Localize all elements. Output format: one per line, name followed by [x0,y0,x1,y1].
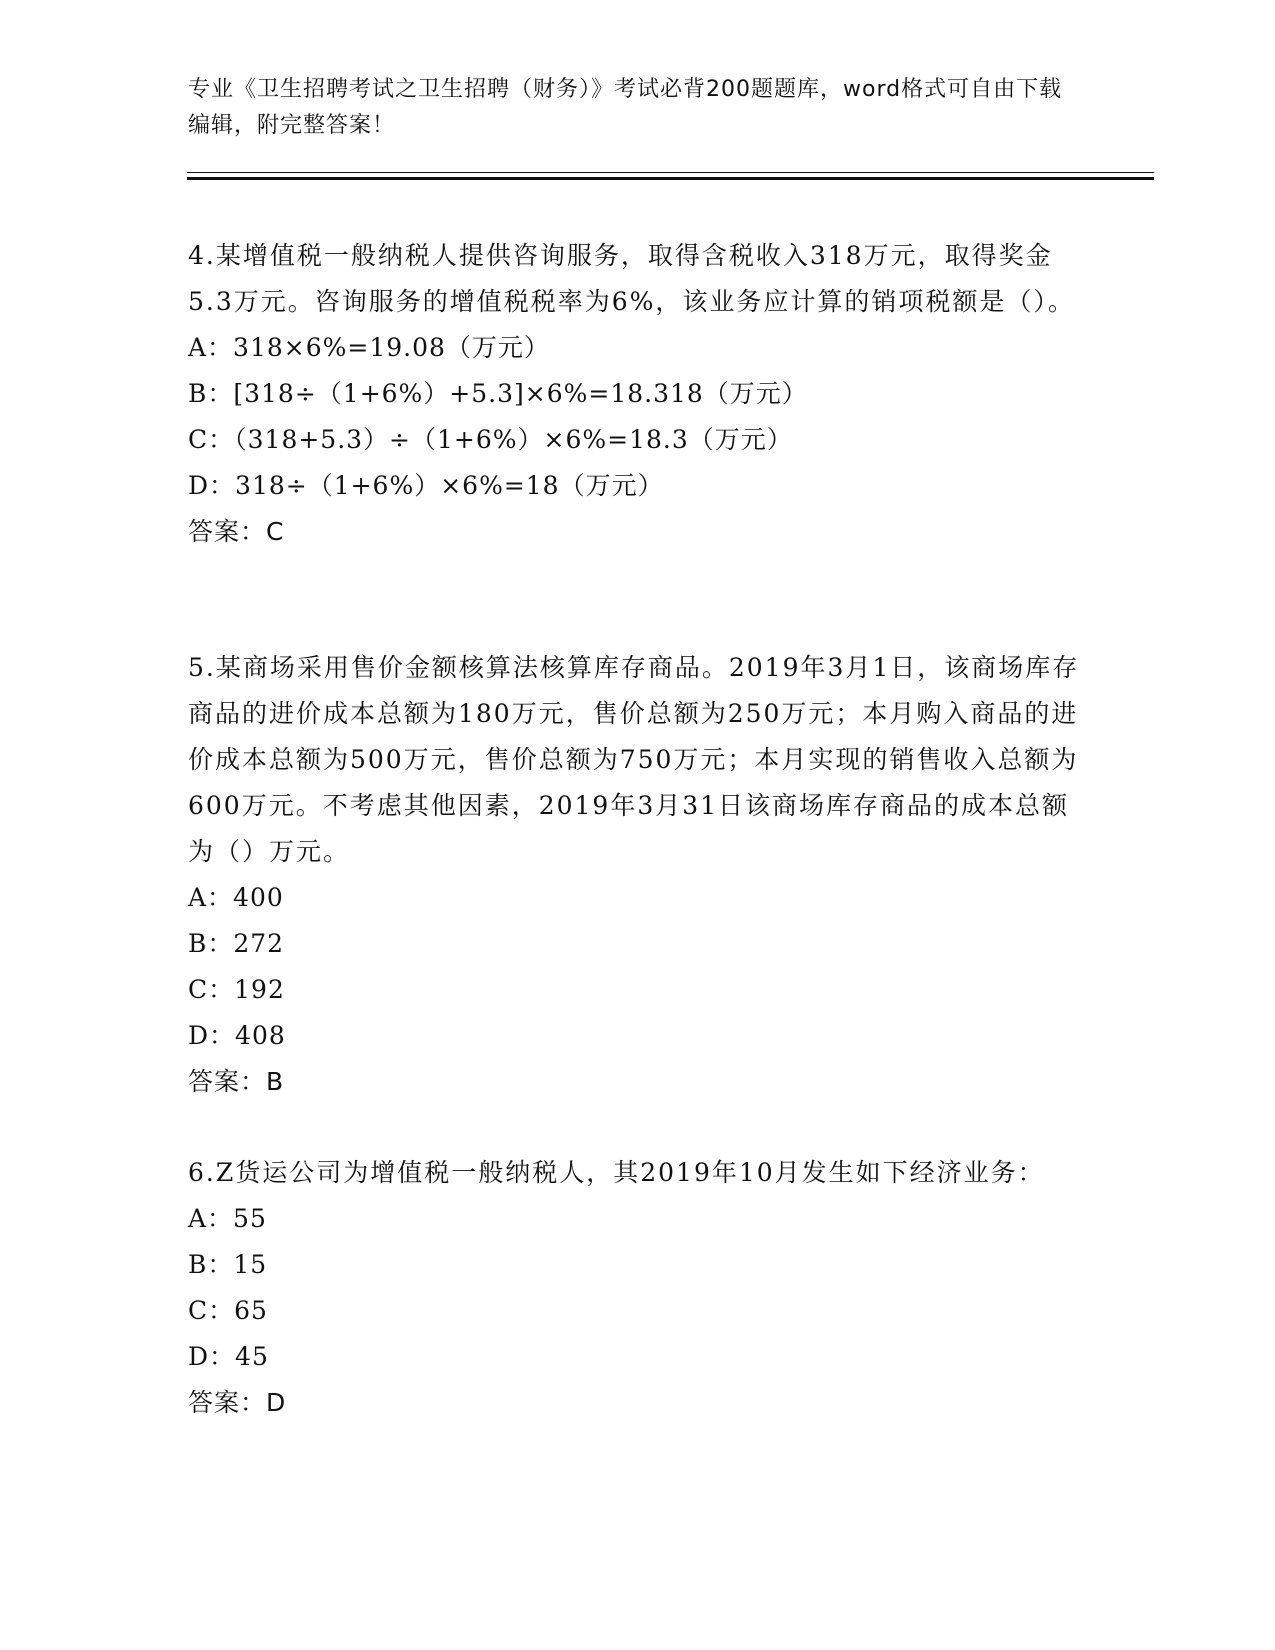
answer-line: 答案：C [188,517,285,546]
option-c: C：192 [188,975,285,1004]
option-a: A：400 [188,883,284,912]
question-stem: 4.某增值税一般纳税人提供咨询服务，取得含税收入318万元，取得奖金5.3万元。咨询服务的增值税税率为6%，该业务应计算的销项税额是（）。 [188,241,1075,316]
answer-line: 答案：B [188,1067,285,1096]
option-a: A：55 [188,1204,267,1233]
header-divider-thin [187,172,1154,173]
option-a: A：318×6%=19.08（万元） [188,333,550,362]
question-stem: 5.某商场采用售价金额核算法核算库存商品。2019年3月1日，该商场库存商品的进价成本总额为180万元，售价总额为250万元；本月购入商品的进价成本总额为500万元，售价总额为750万元；本月实现的销售收入总额为600万元。不考虑其他因素，2019年3月31日该商场库存商品的成本总额为（）万元。 [188,653,1080,866]
question-5 [188,645,1088,1105]
header-divider-thick [187,177,1154,180]
option-c: C：65 [188,1296,268,1325]
option-d: D：408 [188,1021,286,1050]
option-c: C：（318+5.3）÷（1+6%）×6%=18.3（万元） [188,425,793,454]
question-6 [188,1150,1088,1426]
answer-line: 答案：D [188,1388,287,1417]
option-d: D：45 [188,1342,269,1371]
option-b: B：272 [188,929,285,958]
question-stem: 6.Z货运公司为增值税一般纳税人，其2019年10月发生如下经济业务： [188,1158,1045,1187]
question-4 [188,233,1088,555]
option-b: B：15 [188,1250,268,1279]
option-b: B：[318÷（1+6%）+5.3]×6%=18.318（万元） [188,379,808,408]
option-d: D：318÷（1+6%）×6%=18（万元） [188,471,664,500]
document-header: 专业《卫生招聘考试之卫生招聘（财务）》考试必背200题题库，word格式可自由下载编辑，附完整答案！ [188,77,1063,138]
